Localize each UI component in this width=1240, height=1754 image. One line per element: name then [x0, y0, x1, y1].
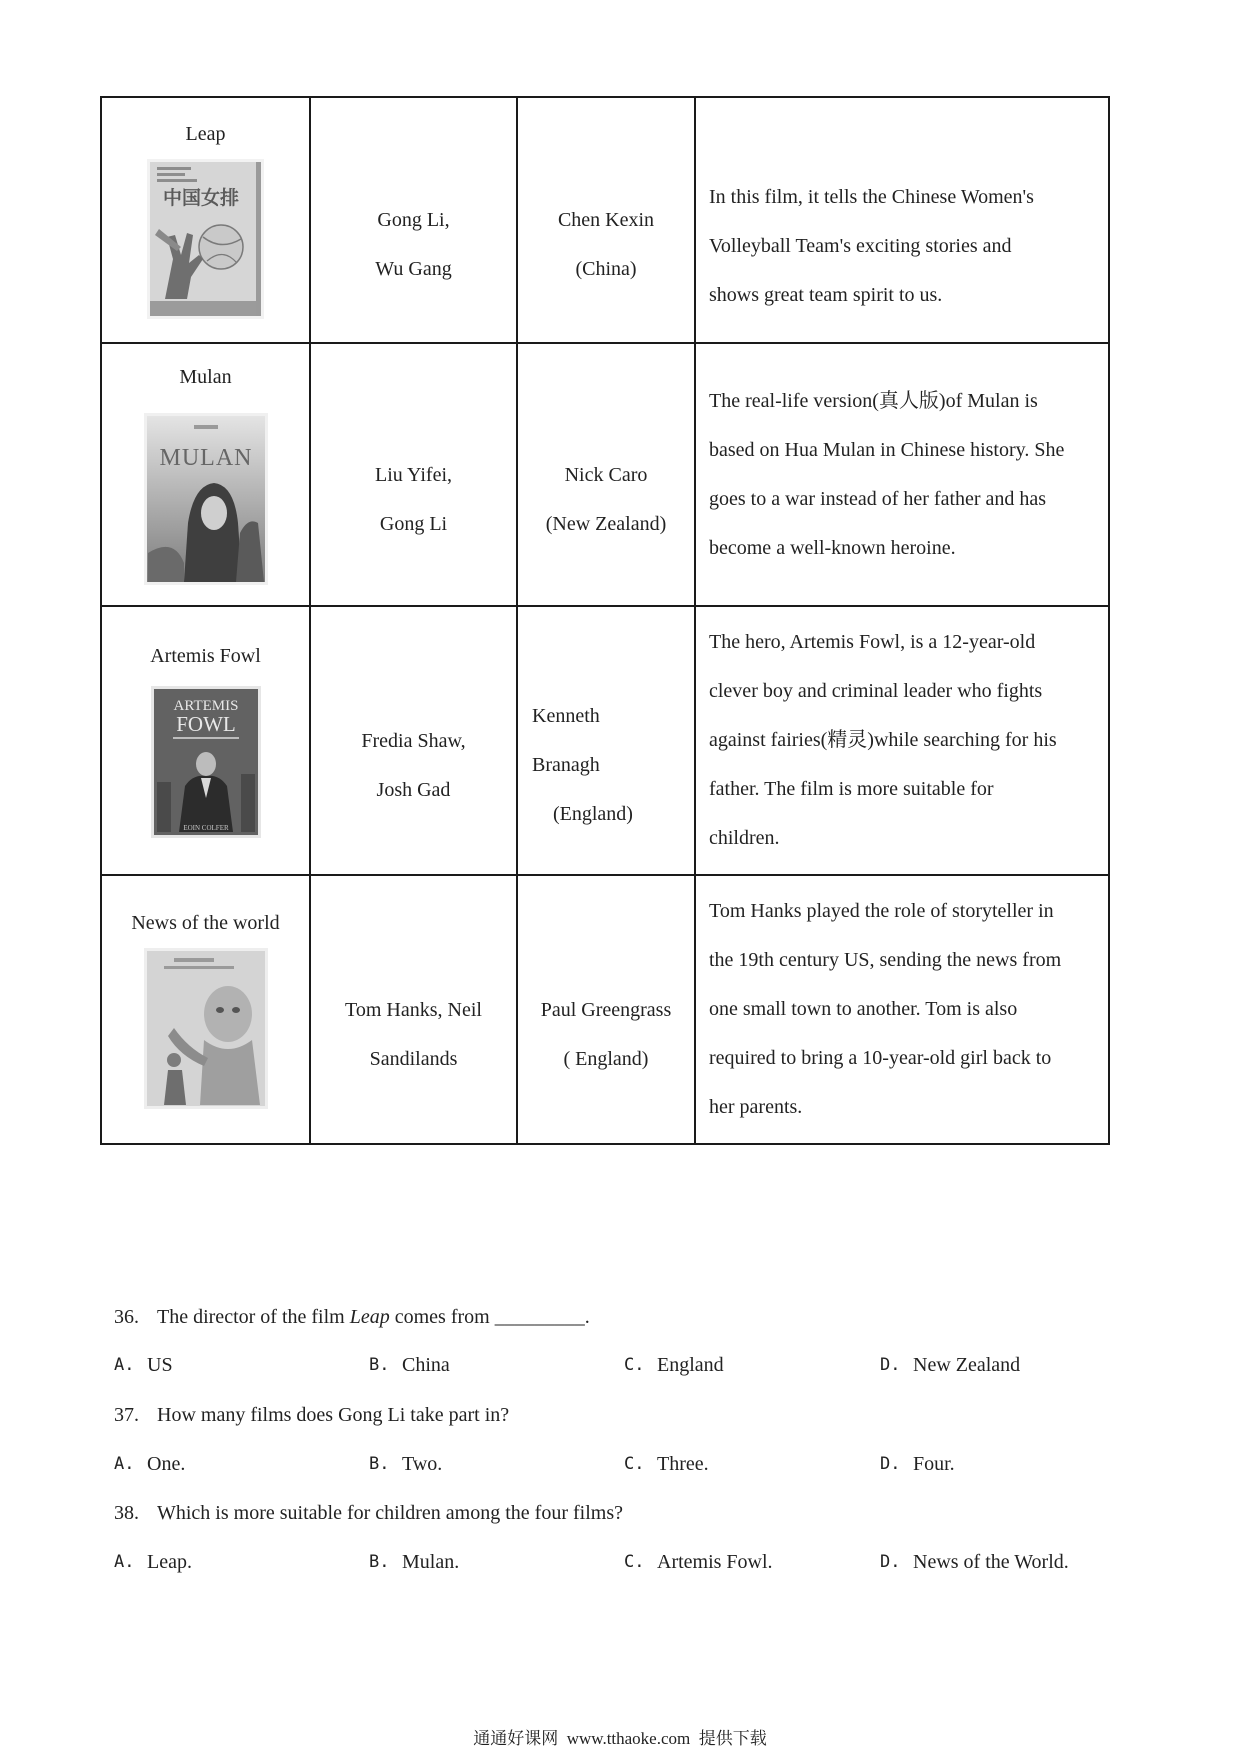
mulan-poster-image: [144, 413, 268, 585]
director-line: Chen Kexin: [557, 209, 655, 231]
cast-line: Fredia Shaw,: [361, 729, 466, 752]
description-line: against fairies(精灵)while searching for his: [709, 729, 1057, 751]
director-line: Branagh: [532, 754, 600, 776]
description-line: the 19th century US, sending the news from: [709, 949, 1062, 971]
option-text: New Zealand: [913, 1354, 1021, 1376]
question-number: 38.: [114, 1502, 139, 1524]
description-cell: [695, 343, 1109, 606]
director-line: (New Zealand): [545, 512, 667, 535]
film-title: Mulan: [179, 365, 232, 388]
cast-line: Wu Gang: [375, 258, 452, 280]
option-letter: A.: [114, 1355, 135, 1375]
option-text: Artemis Fowl.: [657, 1551, 773, 1573]
option-letter: C.: [624, 1355, 645, 1375]
film-name-italic: Leap: [349, 1306, 390, 1328]
cast-line: Sandilands: [369, 1047, 458, 1070]
director-line: Nick Caro: [564, 463, 648, 486]
option-letter: A.: [114, 1552, 135, 1572]
film-cell: [101, 875, 310, 1144]
option-text: News of the World.: [913, 1551, 1069, 1573]
poster-title: 中国女排: [162, 186, 240, 209]
question-38: [0, 1499, 1240, 1527]
question-number: 36.: [114, 1306, 139, 1328]
poster-title: MULAN: [159, 444, 252, 471]
question-text-part: comes from _________.: [389, 1306, 590, 1328]
poster-footer-band: [150, 301, 256, 316]
director-cell: [517, 343, 695, 606]
description-line: In this film, it tells the Chinese Women's: [709, 185, 1034, 208]
description-line: goes to a war instead of her father and has: [709, 487, 1047, 510]
option-text: Four.: [913, 1453, 955, 1475]
director-cell: [517, 606, 695, 875]
option-text: Three.: [657, 1453, 709, 1475]
film-cell: [101, 606, 310, 875]
option-text: Two.: [402, 1453, 443, 1475]
director-cell: [517, 97, 695, 343]
cast-line: Gong Li,: [377, 209, 450, 231]
option-letter: B.: [369, 1355, 390, 1375]
description-line: children.: [709, 827, 780, 849]
director-line: ( England): [563, 1047, 649, 1070]
description-cell: [695, 606, 1109, 875]
question-37: [0, 1401, 1240, 1429]
director-line: (England): [553, 803, 633, 825]
description-line: The real-life version(真人版)of Mulan is: [709, 389, 1038, 412]
option-text: Mulan.: [402, 1551, 460, 1573]
table-row: [101, 875, 1109, 1144]
question-37-options: [0, 1450, 1240, 1478]
page-footer: 通通好课网 www.tthaoke.com 提供下载: [473, 1729, 767, 1748]
studio-logo-mark: [194, 425, 218, 429]
director-line: Kenneth: [532, 705, 600, 727]
film-title: Leap: [185, 122, 226, 145]
option-letter: C.: [624, 1552, 645, 1572]
poster-author: EOIN COLFER: [182, 823, 229, 832]
option-letter: B.: [369, 1552, 390, 1572]
cast-line: Gong Li: [379, 512, 448, 535]
description-line: Volleyball Team's exciting stories and: [709, 234, 1012, 257]
question-text: [157, 1303, 590, 1331]
description-line: become a well-known heroine.: [709, 536, 956, 559]
option-letter: D.: [880, 1454, 901, 1474]
film-cell: [101, 343, 310, 606]
cast-cell: [310, 875, 517, 1144]
option-text: Leap.: [147, 1551, 192, 1573]
question-text: How many films does Gong Li take part in?: [157, 1404, 510, 1426]
question-36-options: [0, 1351, 1240, 1379]
description-line: based on Hua Mulan in Chinese history. She: [709, 438, 1065, 461]
leap-poster-image: [147, 159, 264, 319]
volleyball: [199, 225, 243, 269]
film-title: News of the world: [131, 911, 280, 934]
description-line: one small town to another. Tom is also: [709, 998, 1018, 1020]
cast-cell: [310, 97, 517, 343]
poster-title-line: FOWL: [175, 711, 236, 736]
description-line: clever boy and criminal leader who fights: [709, 680, 1043, 702]
question-text: Which is more suitable for children among the four films?: [157, 1502, 623, 1524]
option-letter: B.: [369, 1454, 390, 1474]
option-text: US: [147, 1354, 173, 1376]
films-table: [100, 96, 1110, 1145]
poster-title-line: ARTEMIS: [173, 697, 238, 714]
table-row: [101, 343, 1109, 606]
description-line: shows great team spirit to us.: [709, 283, 943, 306]
question-text-part: The director of the film: [157, 1306, 350, 1328]
description-line: Tom Hanks played the role of storyteller in: [709, 900, 1054, 922]
option-text: England: [657, 1354, 724, 1376]
question-38-options: [0, 1548, 1240, 1576]
question-36: [0, 1303, 1240, 1331]
option-letter: D.: [880, 1552, 901, 1572]
director-cell: [517, 875, 695, 1144]
description-cell: [695, 97, 1109, 343]
description-line: The hero, Artemis Fowl, is a 12-year-old: [709, 631, 1036, 653]
description-line: required to bring a 10-year-old girl back to: [709, 1047, 1052, 1069]
description-line: father. The film is more suitable for: [709, 778, 994, 800]
cast-line: Josh Gad: [376, 778, 451, 801]
description-line: her parents.: [709, 1096, 803, 1118]
table-row: [101, 606, 1109, 875]
film-cell: [101, 97, 310, 343]
option-letter: C.: [624, 1454, 645, 1474]
film-title: Artemis Fowl: [150, 644, 261, 667]
news-of-the-world-poster-image: [144, 948, 268, 1109]
cast-line: Tom Hanks, Neil: [345, 998, 482, 1021]
director-line: (China): [575, 258, 637, 280]
option-text: One.: [147, 1453, 186, 1475]
director-line: Paul Greengrass: [540, 998, 672, 1021]
option-letter: A.: [114, 1454, 135, 1474]
cast-line: Liu Yifei,: [374, 463, 453, 486]
cast-cell: [310, 606, 517, 875]
description-cell: [695, 875, 1109, 1144]
artemis-fowl-poster-image: [151, 686, 261, 838]
table-row: [101, 97, 1109, 343]
question-number: 37.: [114, 1404, 139, 1426]
option-letter: D.: [880, 1355, 901, 1375]
option-text: China: [402, 1354, 450, 1376]
cast-cell: [310, 343, 517, 606]
